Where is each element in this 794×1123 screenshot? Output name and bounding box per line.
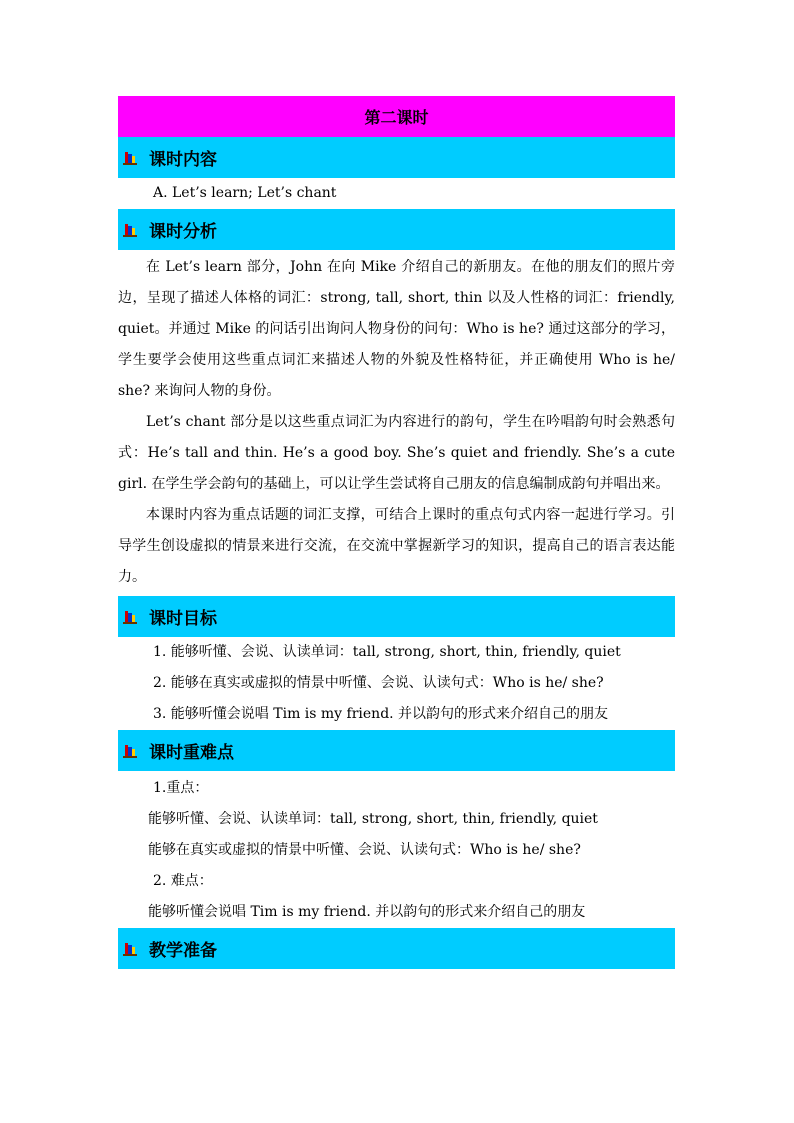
analysis-paragraph-3: 本课时内容为重点话题的词汇支撑，可结合上课时的重点句式内容一起进行学习。引导学生创设虚拟的情景来进行交流，在交流中掌握新学习的知识，提高自己的语言表达能力。 [118, 507, 675, 585]
objective-item: 2. 能够在真实或虚拟的情景中听懂、会说、认读句式：Who is he/ she? [153, 675, 604, 691]
section-heading: 课时分析 [149, 222, 217, 242]
book-stack-icon [123, 223, 137, 237]
section-heading: 教学准备 [149, 941, 217, 961]
key-point-label: 1.重点： [153, 780, 209, 796]
section-header-key-points [118, 730, 675, 771]
section-heading: 课时内容 [149, 150, 217, 170]
section-heading: 课时重难点 [149, 743, 234, 763]
lesson-title-bar [118, 96, 675, 137]
book-stack-icon [123, 610, 137, 624]
key-point-item: 能够听懂、会说、认读单词：tall, strong, short, thin, friendly, quiet [148, 811, 598, 827]
section-header-objectives [118, 596, 675, 637]
analysis-paragraph-1: 在 Let’s learn 部分，John 在向 Mike 介绍自己的新朋友。在他的朋友们的照片旁边，呈现了描述人体格的词汇：strong, tall, short, thin 以及人性格的词汇：friendly, quiet。并通过 Mike 的问话引出询问人物身份的问句：Who is he? 通过这部分的学习，学生要学会使用这些重点词汇来描述人物的外貌及性格特征，并正确使用 Who is he/ she? 来询问人物的身份。 [118, 259, 675, 399]
section-header-content [118, 137, 675, 178]
book-stack-icon [123, 744, 137, 758]
section-header-analysis [118, 209, 675, 250]
lesson-plan-document [118, 96, 675, 969]
section-heading: 课时目标 [149, 609, 217, 629]
analysis-paragraph-2: Let’s chant 部分是以这些重点词汇为内容进行的韵句，学生在吟唱韵句时会熟悉句式：He’s tall and thin. He’s a good boy. She’s quiet and friendly. She’s a cute girl. 在学生学会韵句的基础上，可以让学生尝试将自己朋友的信息编制成韵句并唱出来。 [118, 414, 675, 492]
lesson-title: 第二课时 [364, 108, 429, 127]
book-stack-icon [123, 151, 137, 165]
content-line: A. Let’s learn; Let’s chant [153, 185, 337, 201]
section-header-preparation [118, 928, 675, 969]
book-stack-icon [123, 942, 137, 956]
difficult-point-label: 2. 难点： [153, 873, 213, 889]
objective-item: 3. 能够听懂会说唱 Tim is my friend. 并以韵句的形式来介绍自己的朋友 [153, 706, 609, 722]
difficult-point-item: 能够听懂会说唱 Tim is my friend. 并以韵句的形式来介绍自己的朋友 [148, 904, 586, 920]
key-point-item: 能够在真实或虚拟的情景中听懂、会说、认读句式：Who is he/ she? [148, 842, 581, 858]
objective-item: 1. 能够听懂、会说、认读单词：tall, strong, short, thin, friendly, quiet [153, 644, 621, 660]
